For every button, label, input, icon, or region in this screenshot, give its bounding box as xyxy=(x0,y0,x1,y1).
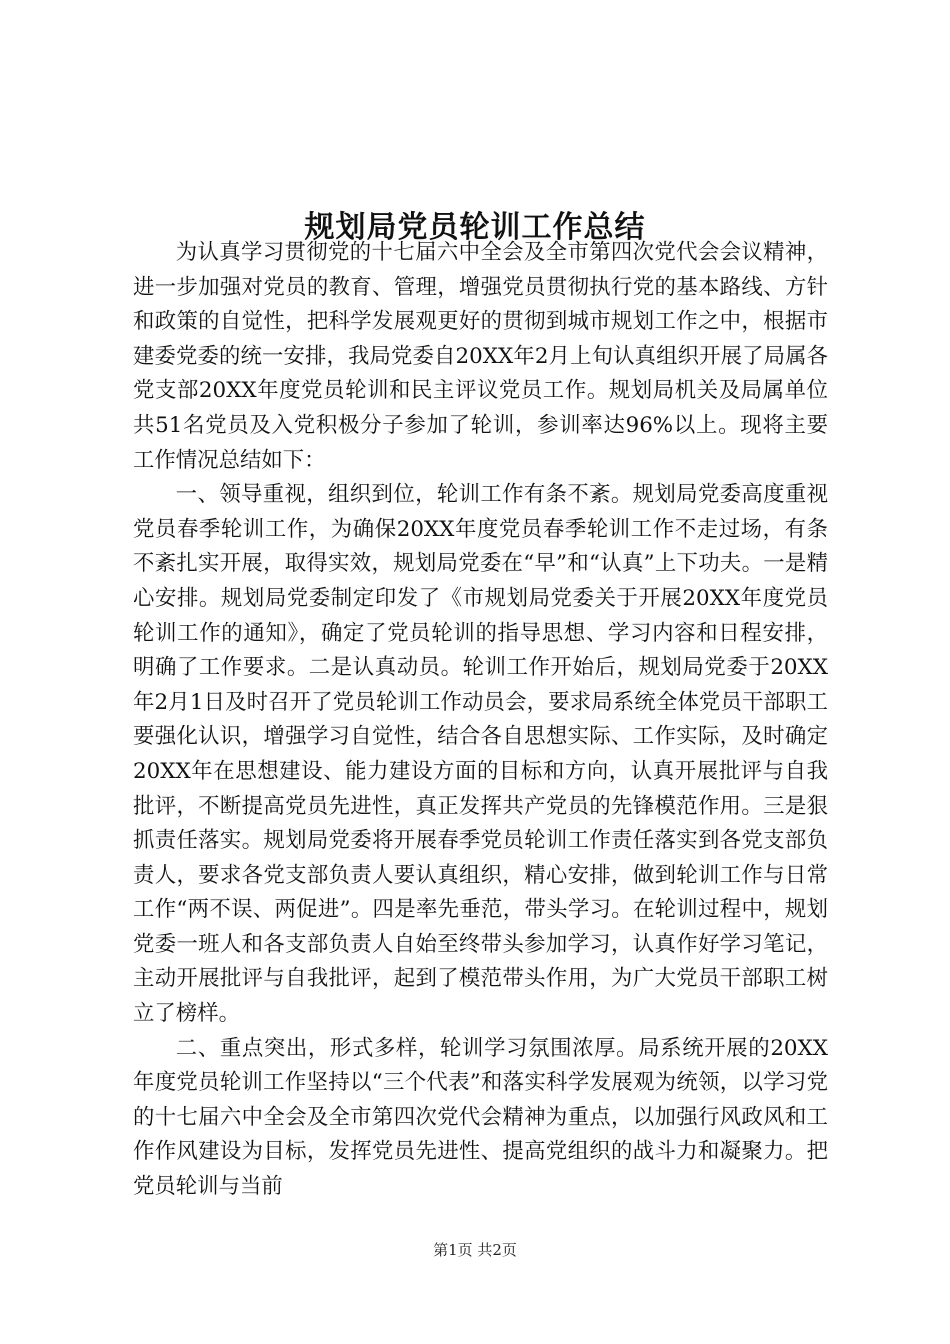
document-title: 规划局党员轮训工作总结 xyxy=(304,210,646,246)
page-footer: 第1页 共2页 xyxy=(433,1241,517,1259)
paragraph-section-two: 二、重点突出，形式多样，轮训学习氛围浓厚。局系统开展的20XX年度党员轮训工作坚持以“三个代表”和落实科学发展观为统领，以学习党的十七届六中全会及全市第四次党代会精神为重点，以加强行风政风和工作作风建设为目标，发挥党员先进性、提高党组织的战斗力和凝聚力。把党员轮训与当前 xyxy=(133,1035,828,1200)
document-body xyxy=(133,236,828,1205)
paragraph-section-one: 一、领导重视，组织到位，轮训工作有条不紊。规划局党委高度重视党员春季轮训工作，为确保20XX年度党员春季轮训工作不走过场，有条不紊扎实开展，取得实效，规划局党委在“早”和“认真”上下功夫。一是精心安排。规划局党委制定印发了《市规划局党委关于开展20XX年度党员轮训工作的通知》，确定了党员轮训的指导思想、学习内容和日程安排，明确了工作要求。二是认真动员。轮训工作开始后，规划局党委于20XX年2月1日及时召开了党员轮训工作动员会，要求局系统全体党员干部职工要强化认识，增强学习自觉性，结合各自思想实际、工作实际，及时确定20XX年在思想建设、能力建设方面的目标和方向，认真开展批评与自我批评，不断提高党员先进性，真正发挥共产党员的先锋模范作用。三是狠抓责任落实。规划局党委将开展春季党员轮训工作责任落实到各党支部负责人，要求各党支部负责人要认真组织，精心安排，做到轮训工作与日常工作“两不误、两促进”。四是率先垂范，带头学习。在轮训过程中，规划党委一班人和各支部负责人自始至终带头参加学习，认真作好学习笔记，主动开展批评与自我批评，起到了模范带头作用，为广大党员干部职工树立了榜样。 xyxy=(133,482,828,1027)
paragraph-intro: 为认真学习贯彻党的十七届六中全会及全市第四次党代会会议精神，进一步加强对党员的教育、管理，增强党员贯彻执行党的基本路线、方针和政策的自觉性，把科学发展观更好的贯彻到城市规划工作之中，根据市建委党委的统一安排，我局党委自20XX年2月上旬认真组织开展了局属各党支部20XX年度党员轮训和民主评议党员工作。规划局机关及局属单位共51名党员及入党积极分子参加了轮训，参训率达96%以上。现将主要工作情况总结如下： xyxy=(133,240,828,473)
